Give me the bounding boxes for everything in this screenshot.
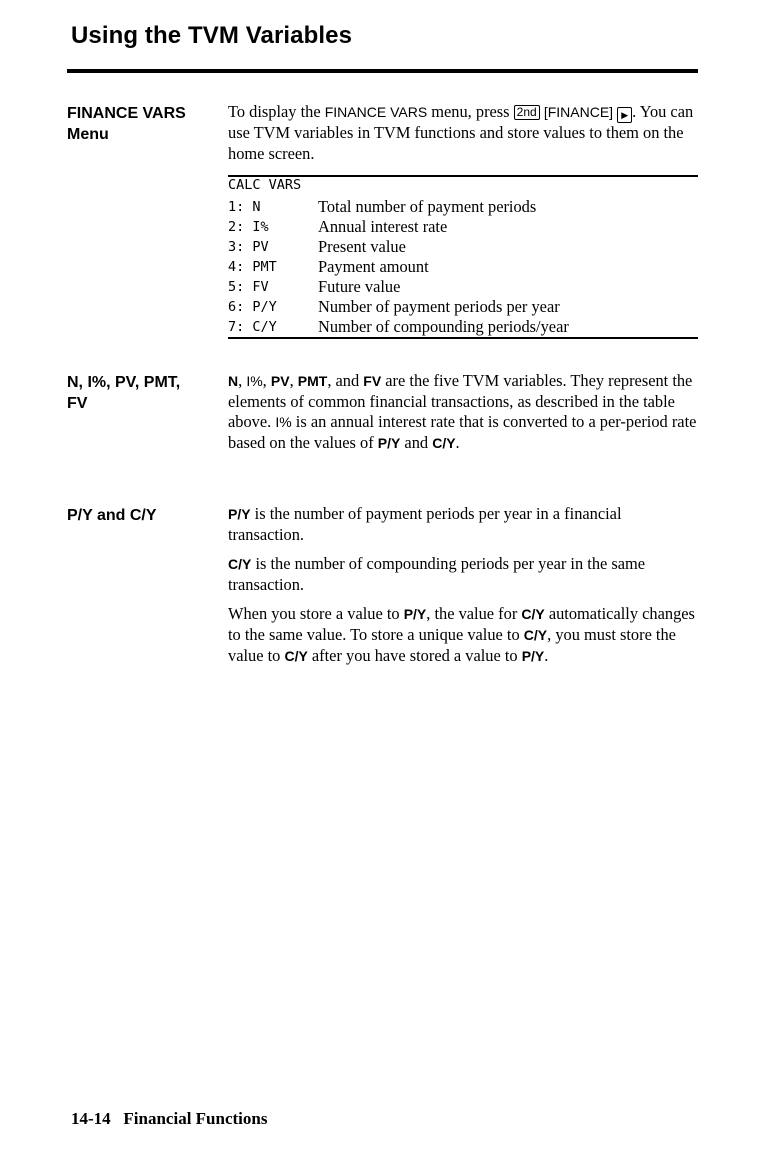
page-footer: 14-14 Financial Functions xyxy=(71,1109,268,1128)
finance-vars-paragraph xyxy=(228,102,700,173)
heading-line: FINANCE VARS xyxy=(67,105,186,122)
heading-line: FV xyxy=(67,395,88,412)
text-run: To display the xyxy=(228,102,325,121)
text-run: . xyxy=(544,645,549,665)
menu-tabs: CALC VARS xyxy=(228,177,302,193)
tvm-vars-paragraph xyxy=(228,371,700,462)
var-pv: PV xyxy=(270,373,290,389)
menu-description: Number of compounding periods/year xyxy=(318,317,569,336)
table-row xyxy=(228,297,698,317)
heading-line: Menu xyxy=(67,126,109,143)
var-n: N xyxy=(228,373,239,389)
var-py: P/Y xyxy=(228,506,251,522)
py-cy-paragraphs xyxy=(228,504,700,675)
menu-code: 3: PV xyxy=(228,239,269,255)
heading-line: P/Y and C/Y xyxy=(67,507,157,524)
var-i: I% xyxy=(275,414,292,431)
menu-description: Number of payment periods per year xyxy=(318,297,560,316)
menu-code: 7: C/Y xyxy=(228,319,277,335)
var-i: I% xyxy=(246,373,263,389)
paragraph xyxy=(228,554,700,595)
table-row xyxy=(228,197,698,217)
menu-code: 1: N xyxy=(228,199,261,215)
var-cy: C/Y xyxy=(432,434,456,451)
var-py: P/Y xyxy=(521,647,545,664)
text-run: , xyxy=(238,371,247,390)
text-run: is the number of compounding periods per year in the same transaction. xyxy=(228,554,646,594)
title-rule xyxy=(67,69,698,73)
text-run: , xyxy=(262,371,271,390)
text-run: . xyxy=(455,432,460,452)
table-row xyxy=(228,277,698,297)
heading-line: N, I%, PV, PMT, xyxy=(67,374,181,391)
section-heading-finance-vars xyxy=(67,103,217,145)
menu-code: 5: FV xyxy=(228,279,269,295)
menu-description: Future value xyxy=(318,277,401,296)
menu-code: 4: PMT xyxy=(228,259,277,275)
text-run: is an annual interest rate that is converted to a per-period rate based on the values of xyxy=(228,412,697,452)
paragraph xyxy=(228,604,700,666)
section-heading-tvm-vars xyxy=(67,372,217,414)
var-cy: C/Y xyxy=(284,647,308,664)
var-py: P/Y xyxy=(377,434,401,451)
menu-description: Present value xyxy=(318,237,406,256)
table-row xyxy=(228,257,698,277)
var-cy: C/Y xyxy=(521,606,545,623)
table-row xyxy=(228,237,698,257)
page-title: Using the TVM Variables xyxy=(71,22,353,49)
menu-code: 6: P/Y xyxy=(228,299,277,315)
text-run: , you must store the value to xyxy=(228,624,676,665)
text-run: . You can use TVM variables in TVM functions and store values to them on the home screen. xyxy=(228,102,694,163)
key-finance: [FINANCE] xyxy=(543,104,614,120)
text-run: are the five TVM variables. They represent the elements of common financial transactions, as described in the table above. xyxy=(228,371,693,432)
section-heading-py-cy xyxy=(67,505,217,526)
paragraph xyxy=(228,504,700,545)
table-row xyxy=(228,217,698,237)
var-py: P/Y xyxy=(403,606,427,623)
text-run: menu, press xyxy=(427,102,514,121)
menu-code: 2: I% xyxy=(228,219,269,235)
text-run: is the number of payment periods per year in a financial transaction. xyxy=(228,504,622,544)
table-row xyxy=(228,317,698,337)
menu-description: Annual interest rate xyxy=(318,217,448,236)
var-cy: C/Y xyxy=(523,626,548,643)
text-run: , xyxy=(289,371,298,390)
menu-name: FINANCE VARS xyxy=(324,104,428,120)
finance-vars-menu-table xyxy=(228,175,698,339)
text-run: after you have stored a value to xyxy=(307,645,522,665)
text-run: , and xyxy=(327,371,364,390)
text-run: , the value for xyxy=(426,604,522,624)
text-run: and xyxy=(400,432,433,452)
var-fv: FV xyxy=(363,373,382,389)
menu-description: Payment amount xyxy=(318,257,429,276)
var-pmt: PMT xyxy=(297,373,328,389)
var-cy: C/Y xyxy=(228,556,252,573)
menu-description: Total number of payment periods xyxy=(318,197,537,216)
text-run: When you store a value to xyxy=(228,604,404,624)
key-2nd: 2nd xyxy=(514,105,540,120)
right-arrow-key-icon: ▶ xyxy=(617,107,632,123)
table-bottom-rule xyxy=(228,337,698,339)
text-run: automatically changes to the same value. To store a unique value to xyxy=(228,604,695,644)
